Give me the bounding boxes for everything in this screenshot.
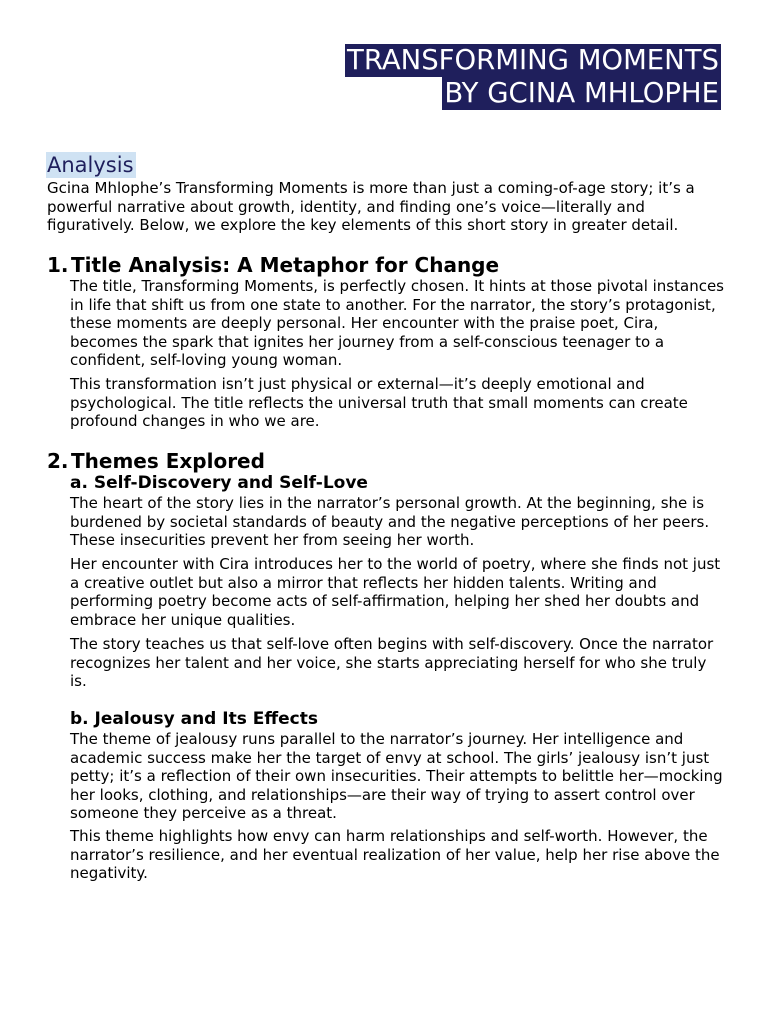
intro-paragraph: Gcina Mhlophe’s Transforming Moments is more than just a coming-of-age story; it’s a powerful narrative about growth, identity, and finding one’s voice—literally and figuratively. Below, we explore the key elements of this short story in greater detail. (47, 179, 695, 234)
document-title (345, 44, 721, 110)
section-1-paragraph-1: The title, Transforming Moments, is perfectly chosen. It hints at those pivotal instances in life that shift us from one state to another. For the narrator, the story’s protagonist, these moments are deeply personal. Her encounter with the praise poet, Cira, becomes the spark that ignites her journey from a self-conscious teenager to a confident, self-loving young woman. (70, 277, 724, 369)
section-2-number: 2. (47, 449, 69, 473)
section-1-number: 1. (47, 253, 69, 277)
subsection-a-paragraph-1: The heart of the story lies in the narrator’s personal growth. At the beginning, she is burdened by societal standards of beauty and the negative perceptions of her peers. These insecurities prevent her from seeing her worth. (70, 494, 710, 549)
section-1-heading (47, 253, 499, 277)
section-1-paragraph-2: This transformation isn’t just physical or external—it’s deeply emotional and psychological. The title reflects the universal truth that small moments can create profound changes in who we are. (70, 375, 688, 430)
title-line-2: BY GCINA MHLOPHE (444, 77, 719, 109)
subsection-a-paragraph-3: The story teaches us that self-love often begins with self-discovery. Once the narrator recognizes her talent and her voice, she starts appreciating herself for who she truly is. (70, 635, 714, 690)
subsection-b-paragraph-1: The theme of jealousy runs parallel to the narrator’s journey. Her intelligence and academic success make her the target of envy at school. The girls’ jealousy isn’t just petty; it’s a reflection of their own insecurities. Their attempts to belittle her—mocking her looks, clothing, and relationships—are their way of trying to assert control over someone they perceive as a threat. (70, 730, 723, 822)
subsection-a-paragraph-2: Her encounter with Cira introduces her to the world of poetry, where she finds not just a creative outlet but also a mirror that reflects her hidden talents. Writing and performing poetry become acts of self-affirmation, helping her shed her doubts and embrace her unique qualities. (70, 555, 721, 629)
section-1-title: Title Analysis: A Metaphor for Change (71, 253, 500, 277)
analysis-heading: Analysis (47, 153, 134, 177)
title-line-1: TRANSFORMING MOMENTS (347, 44, 719, 76)
subsection-a-heading: a. Self-Discovery and Self-Love (70, 473, 368, 493)
section-2-heading (47, 449, 265, 473)
section-2-title: Themes Explored (71, 449, 265, 473)
subsection-b-heading: b. Jealousy and Its Effects (70, 709, 318, 729)
subsection-b-paragraph-2: This theme highlights how envy can harm relationships and self-worth. However, the narrator’s resilience, and her eventual realization of her value, help her rise above the negativity. (70, 827, 720, 882)
